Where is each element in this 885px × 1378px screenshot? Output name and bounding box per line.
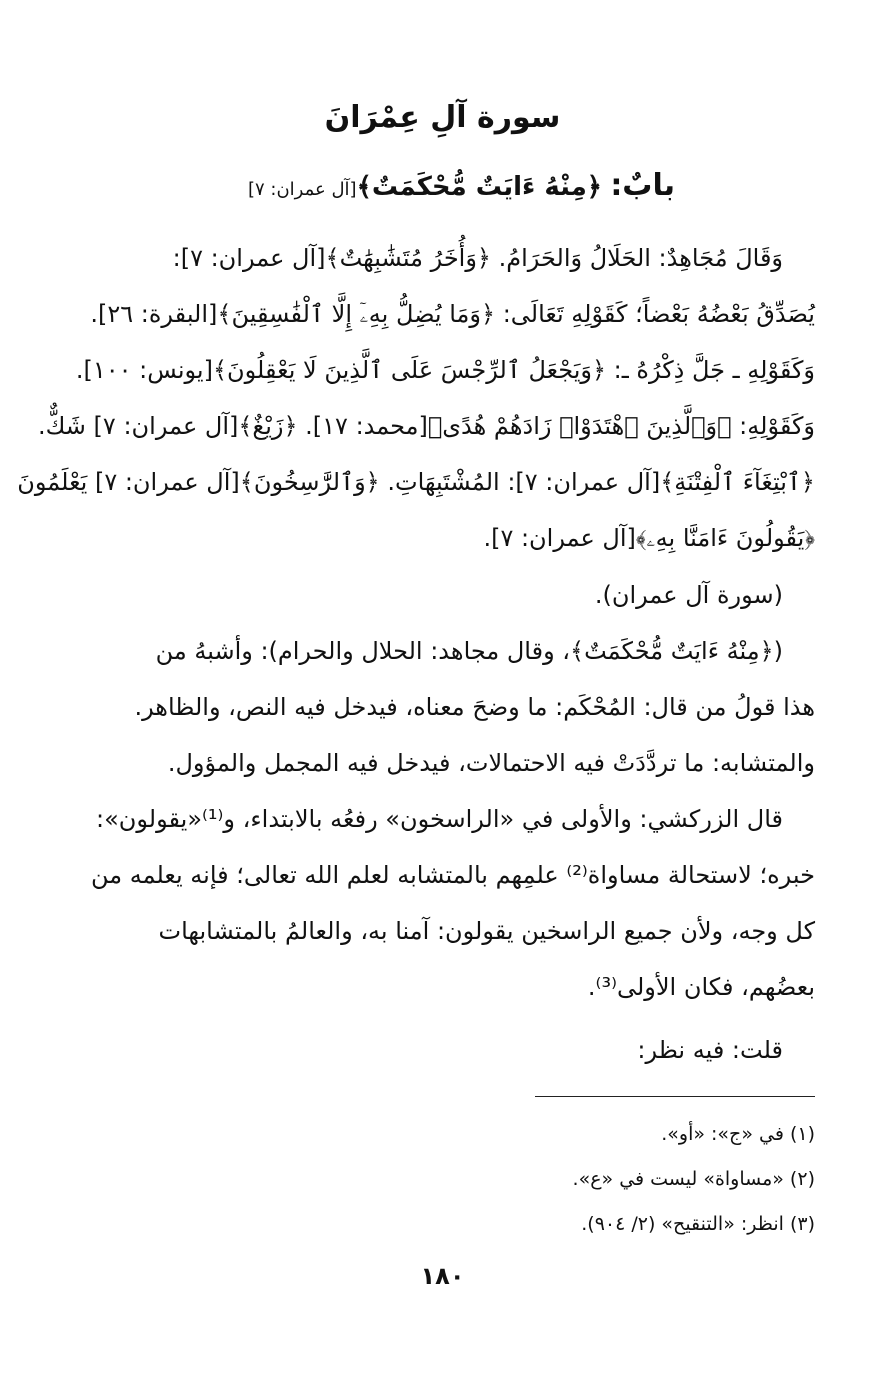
chapter-heading — [60, 168, 675, 203]
paragraph-line: قال الزركشي: والأولى في «الراسخون» رفعُه بالابتداء، و⁽¹⁾«يقولون»: — [96, 805, 783, 833]
paragraph-line: والمتشابه: ما تردَّدَتْ فيه الاحتمالات، فيدخل فيه المجمل والمؤول. — [167, 749, 815, 777]
chapter-verse-ref: [آل عمران: ٧] — [247, 179, 357, 200]
mujahid-paragraph — [17, 230, 815, 566]
paragraph-line: هذا قولُ من قال: المُحْكَم: ما وضحَ معناه، فيدخل فيه النص، والظاهر. — [134, 693, 815, 721]
paragraph-line: خبره؛ لاستحالة مساواة⁽²⁾ علمِهم بالمتشابه لعلم الله تعالى؛ فإنه يعلمه من — [90, 861, 815, 889]
paragraph-line: ﴿يَقُولُونَ ءَامَنَّا بِهِۦ﴾[آل عمران: ٧]. — [483, 524, 815, 552]
footnote-divider — [535, 1096, 815, 1097]
paragraph-line: قلت: فيه نظر: — [637, 1036, 783, 1064]
chapter-label: بابٌ: — [610, 168, 675, 203]
footnote: (٣) انظر: «التنقيح» (٢/ ٩٠٤). — [581, 1213, 815, 1235]
paragraph-line: وَكَقَوْلِهِ ـ جَلَّ ذِكْرُهُ ـ: ﴿وَيَجْعَلُ ٱلرِّجْسَ عَلَى ٱلَّذِينَ لَا يَعْقِلُونَ﴾[يونس: ١٠٠]. — [75, 356, 815, 384]
page-number: ١٨٠ — [420, 1262, 465, 1290]
paragraph-line: (﴿مِنْهُ ءَايَتٌ مُّحْكَمَتٌ﴾، وقال مجاهد: الحلال والحرام): وأشبهُ من — [155, 637, 783, 665]
author-note — [80, 1022, 815, 1078]
commentary-heading — [80, 567, 815, 623]
paragraph-line: ﴿ٱبْتِغَآءَ ٱلْفِتْنَةِ﴾[آل عمران: ٧]: المُشْتَبِهَاتِ. ﴿وَٱلرَّٰسِخُونَ﴾[آل عمران: ٧] يَعْلَمُونَ — [17, 468, 815, 496]
chapter-verse: ﴿مِنْهُ ءَايَتٌ مُّحْكَمَتٌ﴾ — [356, 172, 603, 202]
paragraph-line: وَكَقَوْلِهِ: ﴿وَٱلَّذِينَ ٱهْتَدَوْا۟ زَادَهُمْ هُدًى﴾[محمد: ١٧]. ﴿زَيْغٌ﴾[آل عمران: ٧] شَكٌّ. — [37, 412, 815, 440]
footnote: (٢) «مساواة» ليست في «ع». — [572, 1168, 815, 1190]
surah-title: سورة آلِ عِمْرَانَ — [324, 100, 561, 135]
footnote: (١) في «ج»: «أو». — [661, 1123, 815, 1145]
paragraph-line: كل وجه، ولأن جميع الراسخين يقولون: آمنا به، والعالمُ بالمتشابهات — [158, 917, 815, 945]
muhkam-paragraph — [80, 623, 815, 791]
zarkashi-paragraph — [80, 791, 815, 1015]
paragraph-line: يُصَدِّقُ بَعْضُهُ بَعْضاً؛ كَقَوْلِهِ تَعَالَى: ﴿وَمَا يُضِلُّ بِهِۦٓ إِلَّا ٱلْفَٰسِقِينَ﴾[البقرة: ٢٦]. — [90, 300, 815, 328]
footnotes — [80, 1112, 815, 1247]
paragraph-line: بعضُهم، فكان الأولى⁽³⁾. — [587, 973, 815, 1001]
paragraph-line: وَقَالَ مُجَاهِدٌ: الحَلَالُ وَالحَرَامُ. ﴿وَأُخَرُ مُتَشَٰبِهَٰتٌ﴾[آل عمران: ٧]: — [172, 244, 783, 272]
paragraph-line: (سورة آل عمران). — [594, 581, 783, 609]
